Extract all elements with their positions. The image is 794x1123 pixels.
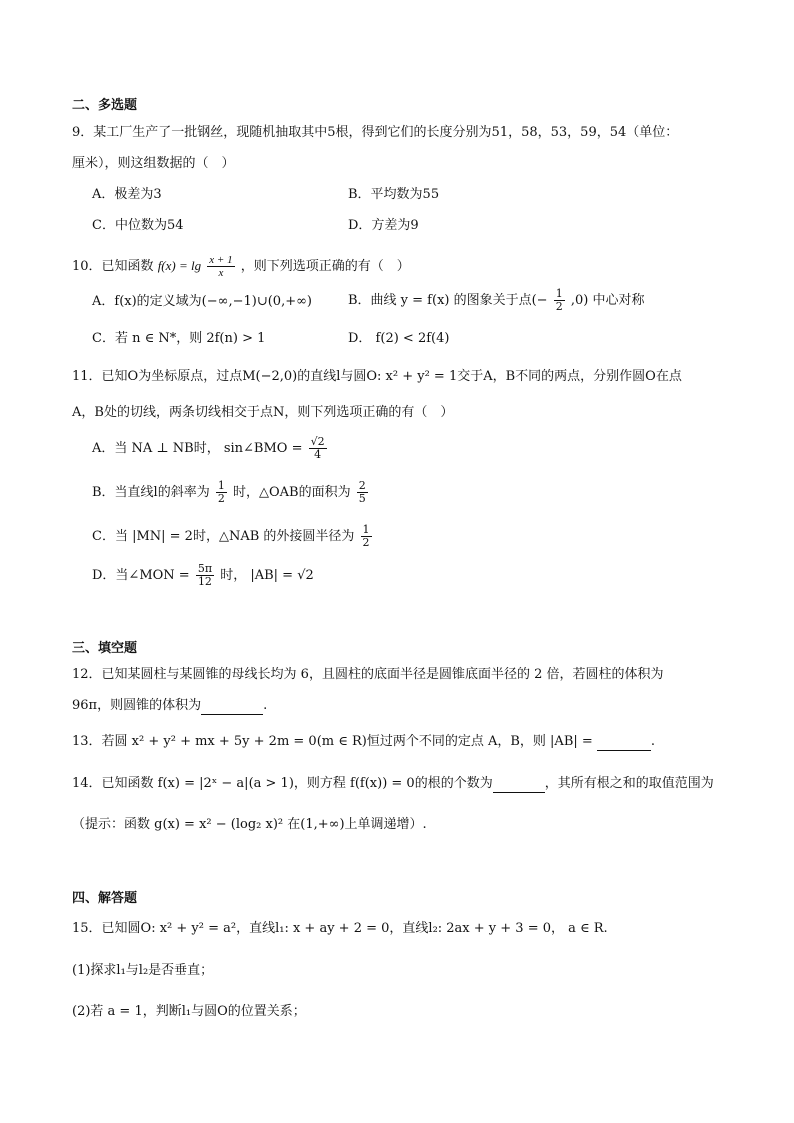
q10-option-b [348,288,644,313]
q11-option-a [92,436,329,461]
q12-answer-blank[interactable] [201,700,263,715]
q10-option-a: A．f(x)的定义域为(−∞,−1)∪(0,+∞) [92,294,312,309]
section-heading-solutions: 四、解答题 [72,891,138,906]
q11-option-a-denominator: 4 [314,448,322,461]
q11-option-c-text: C．当 |MN| = 2时，△NAB 的外接圆半径为 [92,529,355,544]
q11-option-b-area-denominator: 5 [358,492,366,505]
q10-option-b-suffix: ,0) 中心对称 [570,293,645,308]
q13-text: 13．若圆 x² + y² + mx + 5y + 2m = 0(m ∈ R)恒过两个不同的定点 A，B，则 |AB| = [72,734,593,749]
q10-fraction-denominator: x [218,267,224,279]
q11-option-c-fraction [361,524,372,549]
q11-option-b-slope-denominator: 2 [217,492,225,505]
q11-option-b-fraction-area [357,480,368,505]
q13-answer-blank[interactable] [597,736,651,751]
q11-stem-line1: 11．已知O为坐标原点，过点M(−2,0)的直线l与圆O: x² + y² = 1交于A，B不同的两点，分别作圆O在点 [72,369,682,384]
q9-option-a: A．极差为3 [92,187,162,202]
q11-option-a-text: A．当 NA ⊥ NB时， sin∠BMO = [92,441,303,456]
q10-function: f(x) = lg [157,258,202,273]
q10-option-b-numerator: 1 [555,287,563,300]
q14-suffix: ，其所有根之和的取值范围为 [544,776,714,791]
q11-option-d-denominator: 12 [197,575,212,588]
section-heading-fill-in: 三、填空题 [72,641,138,656]
q15-part1: (1)探求l₁与l₂是否垂直； [72,963,214,978]
q11-option-d-fraction [196,563,214,588]
q11-option-a-fraction [309,436,327,461]
q12-line2 [72,697,267,715]
q12-line1: 12．已知某圆柱与某圆锥的母线长均为 6，且圆柱的底面半径是圆锥底面半径的 2 倍，若圆柱的体积为 [72,667,664,682]
q11-option-d-prefix: D．当∠MON = [92,568,190,583]
q11-option-b-fraction-slope [216,480,227,505]
q9-option-d: D．方差为9 [348,218,419,233]
q11-option-d-suffix: 时， |AB| = √2 [220,568,314,583]
q11-option-c-numerator: 1 [362,523,370,536]
q12-line2-text: 96π，则圆锥的体积为 [72,698,202,713]
q10-stem [72,254,410,279]
q12-end: . [263,698,268,713]
q10-option-b-fraction [554,288,565,313]
section-heading-multiple-choice: 二、多选题 [72,98,138,113]
q10-fraction [207,254,234,279]
q11-stem-line2: A，B处的切线，两条切线相交于点N，则下列选项正确的有（ ） [72,405,454,420]
q14-hint: （提示：函数 g(x) = x² − (log₂ x)² 在(1,+∞)上单调递增）. [72,817,427,832]
q15-stem: 15．已知圆O: x² + y² = a²，直线l₁: x + ay + 2 = 0，直线l₂: 2ax + y + 3 = 0， a ∈ R. [72,921,608,936]
q9-stem-line2: 厘米），则这组数据的（ ） [72,156,235,171]
q10-option-b-prefix: B．曲线 y = f(x) 的图象关于点(− [348,293,548,308]
q10-fraction-numerator: x + 1 [209,254,233,266]
q11-option-d-numerator: 5π [197,562,213,575]
q9-option-b: B．平均数为55 [348,187,440,202]
q11-option-a-numerator: √2 [310,435,325,448]
q11-option-c-denominator: 2 [362,536,370,549]
q11-option-b-area-numerator: 2 [358,479,366,492]
q10-suffix: ，则下列选项正确的有（ ） [240,259,410,274]
q14-prefix: 14．已知函数 f(x) = |2ˣ − a|(a > 1)，则方程 f(f(x)) = 0的根的个数为 [72,776,493,791]
q9-option-c: C．中位数为54 [92,218,184,233]
q10-option-d: D． f(2) < 2f(4) [348,331,450,346]
q10-prefix: 10．已知函数 [72,259,154,274]
q10-option-b-denominator: 2 [555,300,563,313]
q13-line [72,733,655,751]
q14-line1 [72,775,714,793]
q11-option-c [92,524,374,549]
q13-end: . [650,734,656,749]
q14-answer-blank[interactable] [493,778,545,793]
q11-option-d [92,563,314,588]
q9-stem-line1: 9．某工厂生产了一批钢丝，现随机抽取其中5根，得到它们的长度分别为51，58，53，59，54（单位： [72,125,679,140]
q11-option-b [92,480,370,505]
q11-option-b-middle: 时，△OAB的面积为 [233,485,351,500]
q10-option-c: C．若 n ∈ N*，则 2f(n) > 1 [92,331,266,346]
q11-option-b-slope-numerator: 1 [217,479,225,492]
q15-part2: (2)若 a = 1，判断l₁与圆O的位置关系； [72,1004,306,1019]
q11-option-b-text: B．当直线l的斜率为 [92,485,210,500]
